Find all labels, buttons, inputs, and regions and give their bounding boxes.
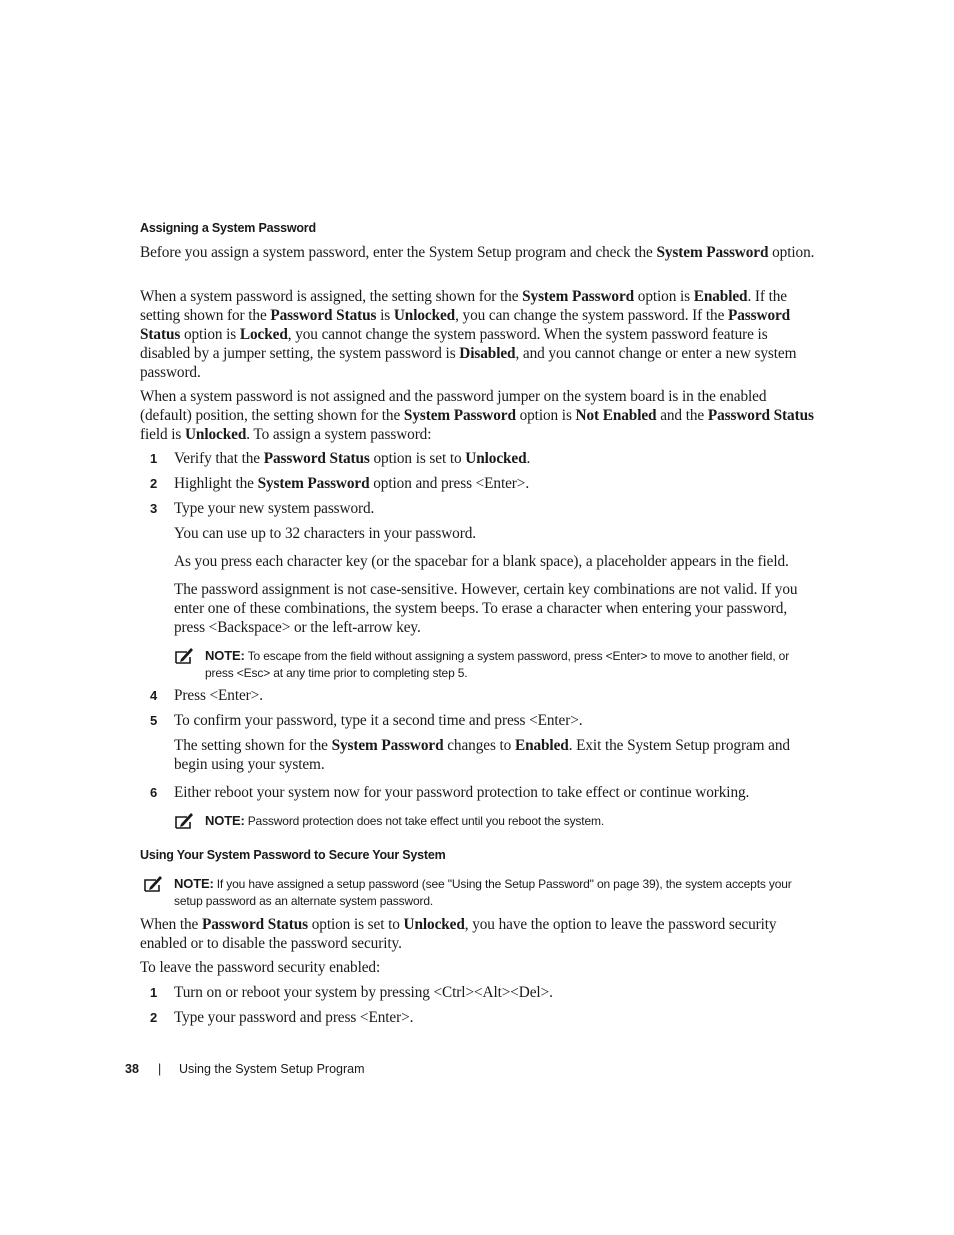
pencil-note-icon xyxy=(143,873,163,893)
step-number: 4 xyxy=(150,688,158,703)
paragraph-not-assigned: When a system password is not assigned and the password jumper on the system board is in the enabled (default) position, the setting shown for the System Password option is Not Enabled and the Password Status field is Unlocked. To assign a system password: xyxy=(140,388,814,443)
footer-separator: | xyxy=(158,1062,162,1076)
section-heading-using: Using Your System Password to Secure Your System xyxy=(140,848,446,862)
step-number: 6 xyxy=(150,785,158,800)
paragraph-unlocked: When the Password Status option is set to Unlocked, you have the option to leave the password security enabled or to disable the password security. xyxy=(140,916,777,952)
step-number: 2 xyxy=(150,1010,158,1025)
footer-title: Using the System Setup Program xyxy=(179,1062,365,1076)
step-text: To confirm your password, type it a second time and press <Enter>. xyxy=(174,712,583,729)
step-number: 1 xyxy=(150,985,158,1000)
paragraph-intro: Before you assign a system password, enter the System Setup program and check the System Password option. xyxy=(140,244,815,261)
step-text: Highlight the System Password option and press <Enter>. xyxy=(174,475,530,492)
step-text: Press <Enter>. xyxy=(174,687,263,704)
step-number: 3 xyxy=(150,501,158,516)
note-reboot: NOTE: Password protection does not take effect until you reboot the system. xyxy=(205,813,605,828)
step-text: Verify that the Password Status option is set to Unlocked. xyxy=(174,450,531,467)
step-subparagraph: The setting shown for the System Password changes to Enabled. Exit the System Setup program and begin using your system. xyxy=(174,737,790,773)
step-subparagraph: As you press each character key (or the spacebar for a blank space), a placeholder appears in the field. xyxy=(174,553,789,570)
step-subparagraph: The password assignment is not case-sensitive. However, certain key combinations are not valid. If you enter one of these combinations, the system beeps. To erase a character when entering your password, press <Backspace> or the left-arrow key. xyxy=(174,581,798,636)
step-text: Type your new system password. xyxy=(174,500,375,517)
pencil-note-icon xyxy=(174,810,194,830)
step-text: Turn on or reboot your system by pressing <Ctrl><Alt><Del>. xyxy=(174,984,553,1001)
step-number: 1 xyxy=(150,451,158,466)
step-subparagraph: You can use up to 32 characters in your password. xyxy=(174,525,476,542)
note-setup-password: NOTE: If you have assigned a setup password (see "Using the Setup Password" on page 39), the system accepts your setup password as an alternate system password. xyxy=(174,876,792,908)
step-text: Type your password and press <Enter>. xyxy=(174,1009,414,1026)
paragraph-assigned: When a system password is assigned, the setting shown for the System Password option is Enabled. If the setting shown for the Password Status is Unlocked, you can change the system password. If the Password Status option is Locked, you cannot change the system password. When the system password feature is disabled by a jumper setting, the system password is Disabled, and you cannot change or enter a new system password. xyxy=(140,288,797,381)
page-number: 38 xyxy=(125,1062,139,1076)
step-text: Either reboot your system now for your password protection to take effect or continue working. xyxy=(174,784,750,801)
pencil-note-icon xyxy=(174,645,194,665)
paragraph-leave-enabled: To leave the password security enabled: xyxy=(140,959,381,976)
step-number: 5 xyxy=(150,713,158,728)
note-escape: NOTE: To escape from the field without assigning a system password, press <Enter> to move to another field, or press <Esc> at any time prior to completing step 5. xyxy=(205,648,790,680)
step-number: 2 xyxy=(150,476,158,491)
section-heading-assigning: Assigning a System Password xyxy=(140,221,316,235)
